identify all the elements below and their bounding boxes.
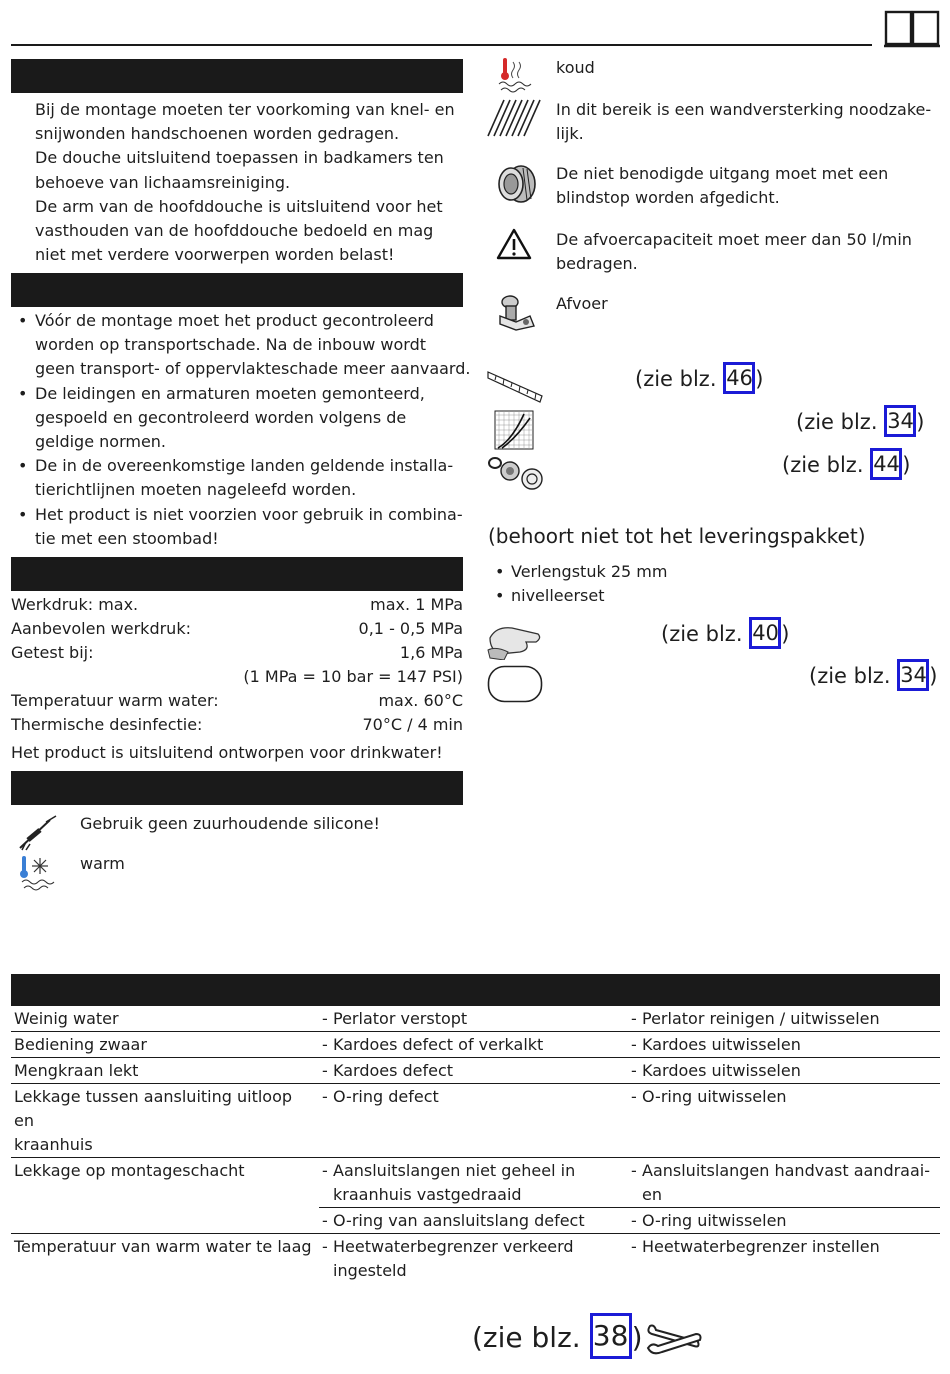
list-item: • Het product is niet voorzien voor gebruik in combina- tie met een stoombad! bbox=[11, 503, 471, 551]
remedy-cell: - Aansluitslangen handvast aandraai- en bbox=[628, 1158, 940, 1208]
table-row bbox=[11, 1032, 940, 1058]
spec-row bbox=[11, 689, 463, 713]
hot-thermometer-icon bbox=[495, 56, 535, 96]
page-reference: (zie blz. 44 ) bbox=[782, 452, 910, 480]
list-item: • De leidingen en armaturen moeten gemonteerd, gespoeld en gecontroleerd worden volgens de geldige normen. bbox=[11, 382, 471, 455]
spec-label: Werkdruk: max. bbox=[11, 595, 139, 614]
problem-cell: Mengkraan lekt bbox=[11, 1058, 319, 1084]
page-reference: (zie blz. 40 ) bbox=[661, 621, 789, 649]
spec-row bbox=[11, 641, 463, 665]
cause-cell: - O-ring defect bbox=[319, 1084, 628, 1158]
spec-label: Thermische desinfectie: bbox=[11, 715, 203, 734]
list-item: • Verlengstuk 25 mm bbox=[488, 560, 928, 584]
section-bar-specs bbox=[11, 557, 463, 591]
table-row bbox=[11, 1058, 940, 1084]
blind-plug-icon bbox=[493, 163, 539, 205]
remedy-cell: - Heetwaterbegrenzer instellen bbox=[631, 1237, 880, 1256]
symbol-text: Gebruik geen zuurhoudende silicone! bbox=[80, 814, 380, 833]
cause-cell: - O-ring van aansluitslang defect bbox=[319, 1208, 628, 1234]
table-row bbox=[11, 1158, 940, 1208]
remedy-cell: - O-ring uitwisselen bbox=[628, 1208, 940, 1234]
cause-cell: - Perlator verstopt bbox=[319, 1006, 628, 1032]
spec-label: Aanbevolen werkdruk: bbox=[11, 619, 191, 638]
symbol-text: warm bbox=[80, 854, 125, 873]
remedy-cell: - O-ring uitwisselen bbox=[628, 1084, 940, 1158]
cause-cell: - Heetwaterbegrenzer verkeerd ingesteld bbox=[322, 1237, 574, 1280]
problem-cell: Weinig water bbox=[11, 1006, 319, 1032]
safety-line: vasthouden van de hoofddouche bedoeld en mag bbox=[35, 221, 434, 241]
cause-cell: - Aansluitslangen niet geheel in kraanhuis vastgedraaid bbox=[319, 1158, 628, 1208]
problem-cell: Lekkage op montageschacht bbox=[11, 1158, 319, 1234]
safety-text bbox=[35, 98, 465, 267]
rounded-rect-icon bbox=[487, 665, 543, 703]
safety-line: niet met verdere voorwerpen worden belast! bbox=[35, 245, 395, 265]
spec-value: 0,1 - 0,5 MPa bbox=[358, 619, 463, 638]
symbol-text: De niet benodigde uitgang moet met een blindstop worden afgedicht. bbox=[556, 164, 889, 208]
wall-hatch-icon bbox=[486, 98, 542, 138]
troubleshooting-table bbox=[11, 1006, 940, 1283]
spare-parts-icon bbox=[486, 453, 544, 491]
spec-value: (1 MPa = 10 bar = 147 PSI) bbox=[243, 667, 463, 686]
problem-cell: Bediening zwaar bbox=[11, 1032, 319, 1058]
drain-valve-icon bbox=[496, 292, 540, 332]
spec-label: Temperatuur warm water: bbox=[11, 691, 219, 710]
spec-row bbox=[11, 665, 463, 689]
spec-label: Getest bij: bbox=[11, 643, 94, 662]
section-bar-troubleshooting bbox=[11, 974, 940, 1006]
cleaning-hand-icon bbox=[486, 620, 544, 660]
silicone-gun-icon bbox=[16, 814, 58, 852]
remedy-cell: - Kardoes uitwisselen bbox=[628, 1032, 940, 1058]
installation-list bbox=[11, 309, 471, 551]
page-link[interactable]: 34 bbox=[897, 659, 929, 691]
safety-line: Bij de montage moeten ter voorkoming van knel- en bbox=[35, 100, 455, 119]
safety-line: snijwonden handschoenen worden gedragen. bbox=[35, 124, 400, 144]
list-item: • nivelleerset bbox=[488, 584, 928, 608]
accessories-list bbox=[488, 560, 928, 608]
cause-cell: - Kardoes defect bbox=[319, 1058, 628, 1084]
flow-diagram-icon bbox=[494, 410, 534, 450]
symbol-text: Afvoer bbox=[556, 294, 608, 313]
page-reference: (zie blz. 34 ) bbox=[809, 663, 937, 691]
wrench-icon bbox=[644, 1320, 704, 1358]
page-link[interactable]: 38 bbox=[590, 1313, 632, 1359]
symbol-text: koud bbox=[556, 58, 595, 77]
spec-value: 70°C / 4 min bbox=[362, 715, 463, 734]
safety-line: behoeve van lichaamsreiniging. bbox=[35, 172, 291, 192]
page-link[interactable]: 40 bbox=[749, 617, 781, 649]
page-link[interactable]: 34 bbox=[884, 405, 916, 437]
safety-line: De arm van de hoofddouche is uitsluitend voor het bbox=[35, 196, 443, 216]
remedy-cell: - Kardoes uitwisselen bbox=[628, 1058, 940, 1084]
warning-triangle-icon bbox=[496, 228, 532, 260]
problem-cell: Lekkage tussen aansluiting uitloop en kraanhuis bbox=[11, 1084, 319, 1158]
drinkwater-note: Het product is uitsluitend ontworpen voor drinkwater! bbox=[11, 743, 443, 762]
table-row bbox=[11, 1084, 940, 1158]
open-book-icon bbox=[884, 10, 940, 48]
safety-line: De douche uitsluitend toepassen in badkamers ten bbox=[35, 148, 444, 168]
cold-thermometer-icon bbox=[18, 854, 58, 894]
symbol-text: De afvoercapaciteit moet meer dan 50 l/min bedragen. bbox=[556, 230, 912, 274]
spec-row bbox=[11, 617, 463, 641]
page-link[interactable]: 46 bbox=[723, 362, 755, 394]
header-rule bbox=[11, 44, 872, 46]
page-reference: (zie blz. 34 ) bbox=[796, 409, 924, 437]
remedy-cell: - Perlator reinigen / uitwisselen bbox=[628, 1006, 940, 1032]
problem-cell: Temperatuur van warm water te laag bbox=[14, 1237, 312, 1256]
spec-value: max. 1 MPa bbox=[370, 595, 463, 614]
footer-page-reference: (zie blz. 38 ) bbox=[472, 1318, 643, 1359]
section-bar-safety bbox=[11, 59, 463, 93]
table-row bbox=[11, 1006, 940, 1032]
list-item: • De in de overeenkomstige landen geldende installa- tierichtlijnen moeten nageleefd worden. bbox=[11, 454, 471, 502]
table-row bbox=[11, 1234, 940, 1284]
spec-row bbox=[11, 593, 463, 617]
section-bar-installation bbox=[11, 273, 463, 307]
page-reference: (zie blz. 46 ) bbox=[635, 366, 763, 394]
ruler-icon bbox=[486, 368, 544, 404]
cause-cell: - Kardoes defect of verkalkt bbox=[319, 1032, 628, 1058]
spec-value: max. 60°C bbox=[378, 691, 463, 710]
list-item: • Vóór de montage moet het product gecontroleerd worden op transportschade. Na de inbouw wordt geen transport- of oppervlakteschade meer aanvaard. bbox=[11, 309, 471, 382]
page-link[interactable]: 44 bbox=[870, 448, 902, 480]
section-bar-symbols bbox=[11, 771, 463, 805]
spec-row bbox=[11, 713, 463, 737]
spec-value: 1,6 MPa bbox=[399, 643, 463, 662]
symbol-text: In dit bereik is een wandversterking noodzake- lijk. bbox=[556, 100, 932, 144]
not-included-heading: (behoort niet tot het leveringspakket) bbox=[488, 524, 866, 548]
